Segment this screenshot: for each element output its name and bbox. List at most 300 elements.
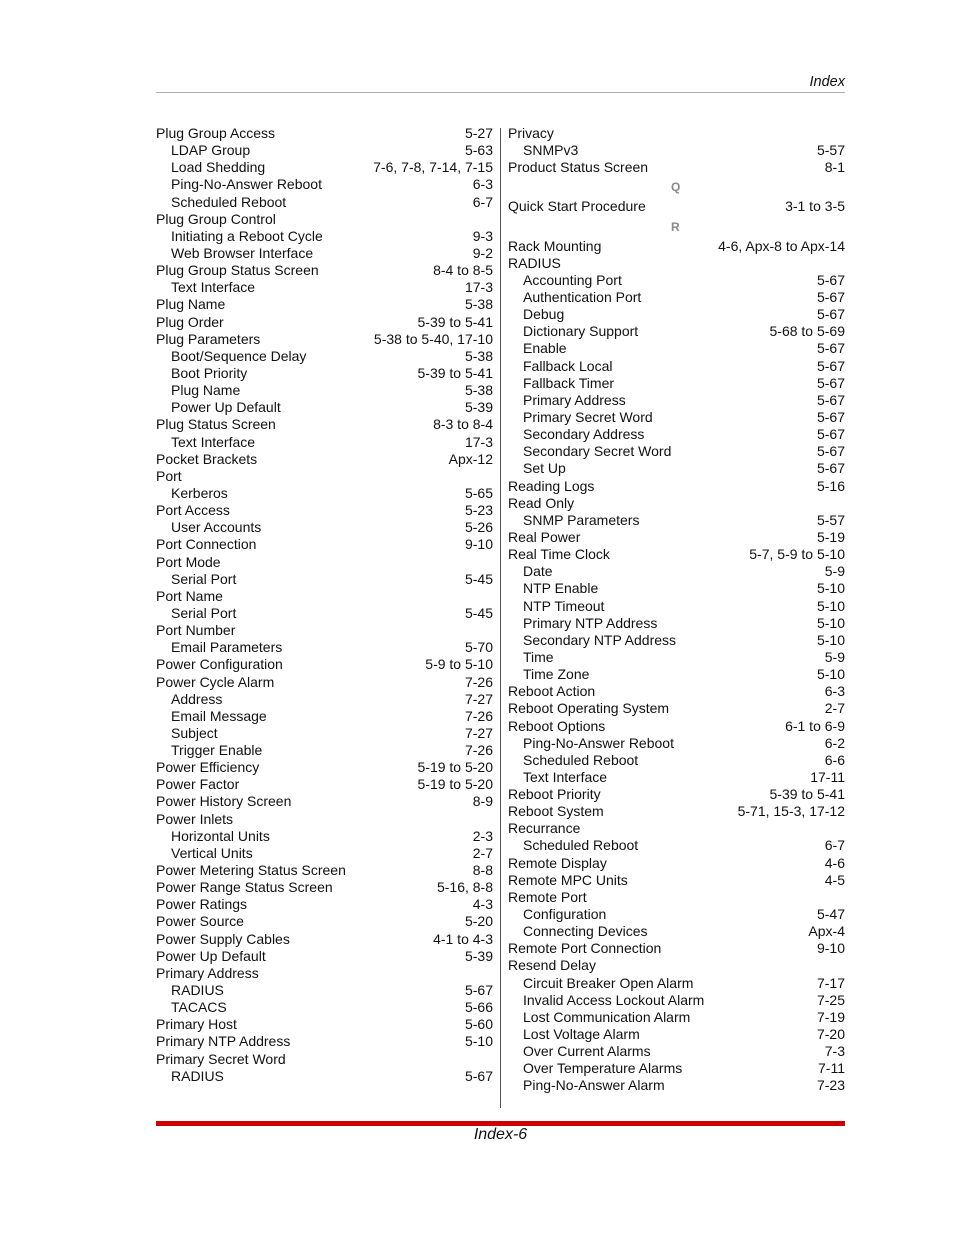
- index-term: Remote Port Connection: [508, 940, 662, 957]
- index-page-ref: 5-10: [816, 580, 845, 597]
- index-entry: [156, 1033, 493, 1050]
- index-page-ref: 7-11: [818, 1060, 845, 1077]
- header-rule: [156, 92, 845, 93]
- index-term: Plug Parameters: [156, 330, 261, 347]
- index-term: Dictionary Support: [523, 323, 639, 340]
- index-page-ref: 5-68 to 5-69: [769, 323, 845, 340]
- index-term: Plug Status Screen: [156, 416, 276, 433]
- index-subentry: [508, 460, 845, 477]
- index-subentry: [156, 399, 493, 416]
- index-page-ref: 3-1 to 3-5: [785, 198, 845, 215]
- index-term: Remote Port: [508, 888, 587, 905]
- index-page-ref: 5-9: [824, 563, 845, 580]
- index-term: Reboot Action: [508, 683, 596, 700]
- index-term: Reading Logs: [508, 477, 595, 494]
- index-entry: [156, 211, 493, 228]
- index-term: SNMPv3: [523, 142, 579, 159]
- index-term: Fallback Timer: [523, 374, 615, 391]
- index-page-ref: 9-10: [816, 940, 845, 957]
- index-entry: [508, 238, 845, 255]
- index-subentry: [156, 485, 493, 502]
- index-subentry: [156, 159, 493, 176]
- index-page-ref: 7-26: [464, 673, 493, 690]
- index-term: Secondary Secret Word: [523, 443, 672, 460]
- index-page-ref: 17-3: [464, 279, 493, 296]
- index-subentry: [508, 443, 845, 460]
- index-page-ref: 9-2: [472, 244, 493, 261]
- index-term: Remote MPC Units: [508, 871, 628, 888]
- index-page-ref: 5-20: [464, 913, 493, 930]
- index-subentry: [508, 409, 845, 426]
- index-term: Email Parameters: [171, 639, 283, 656]
- index-entry: [508, 803, 845, 820]
- index-term: Reboot Priority: [508, 786, 601, 803]
- index-subentry: [156, 571, 493, 588]
- index-term: Boot Priority: [171, 364, 248, 381]
- index-term: Pocket Brackets: [156, 450, 258, 467]
- index-page-ref: 9-3: [472, 227, 493, 244]
- index-term: Authentication Port: [523, 288, 642, 305]
- page-number: Index-6: [473, 1126, 528, 1143]
- index-subentry: [156, 1068, 493, 1085]
- index-term: NTP Timeout: [523, 597, 605, 614]
- index-subentry: [508, 392, 845, 409]
- index-entry: [508, 940, 845, 957]
- index-term: Reboot Operating System: [508, 700, 670, 717]
- index-entry: [156, 759, 493, 776]
- index-entry: [508, 820, 845, 837]
- index-term: Initiating a Reboot Cycle: [171, 227, 323, 244]
- index-entry: [508, 125, 845, 142]
- index-subentry: [508, 358, 845, 375]
- index-entry: [156, 314, 493, 331]
- page-header-title: Index: [809, 74, 845, 90]
- index-entry: [508, 957, 845, 974]
- index-subentry: [508, 563, 845, 580]
- index-term: Port Access: [156, 502, 230, 519]
- index-entry: [508, 546, 845, 563]
- index-term: Boot/Sequence Delay: [171, 347, 307, 364]
- index-term: Text Interface: [523, 768, 608, 785]
- index-term: Real Power: [508, 528, 581, 545]
- index-page-ref: 5-9 to 5-10: [425, 656, 493, 673]
- index-subentry: [508, 615, 845, 632]
- index-term: Primary Secret Word: [156, 1050, 286, 1067]
- index-entry: [156, 262, 493, 279]
- index-subentry: [508, 906, 845, 923]
- index-entry: [508, 718, 845, 735]
- index-page-ref: 5-47: [816, 906, 845, 923]
- index-subentry: [508, 306, 845, 323]
- index-term: Resend Delay: [508, 957, 596, 974]
- index-term: Trigger Enable: [171, 742, 263, 759]
- index-term: Reboot Options: [508, 717, 606, 734]
- index-term: Port Connection: [156, 536, 257, 553]
- index-entry: [508, 872, 845, 889]
- index-page-ref: 4-6: [824, 854, 845, 871]
- index-page-ref: 8-8: [472, 862, 493, 879]
- index-term: Scheduled Reboot: [523, 837, 639, 854]
- index-term: Plug Order: [156, 313, 224, 330]
- index-page-ref: 5-57: [816, 142, 845, 159]
- index-page-ref: 4-5: [824, 871, 845, 888]
- index-entry: [156, 1016, 493, 1033]
- index-subentry: [508, 752, 845, 769]
- index-subentry: [156, 519, 493, 536]
- index-page-ref: 5-67: [816, 340, 845, 357]
- index-term: Address: [171, 690, 223, 707]
- index-term: Debug: [523, 306, 565, 323]
- index-term: Web Browser Interface: [171, 244, 314, 261]
- index-entry: [508, 198, 845, 215]
- index-term: Ping-No-Answer Reboot: [171, 176, 322, 193]
- index-term: Subject: [171, 724, 218, 741]
- index-subentry: [156, 999, 493, 1016]
- index-page-ref: 5-38: [464, 382, 493, 399]
- index-page-ref: 5-63: [464, 142, 493, 159]
- index-term: Power Source: [156, 913, 244, 930]
- index-entry: [508, 855, 845, 872]
- index-term: Email Message: [171, 707, 267, 724]
- index-term: Horizontal Units: [171, 827, 270, 844]
- index-term: Date: [523, 563, 553, 580]
- index-entry: [508, 889, 845, 906]
- index-subentry: [508, 1077, 845, 1094]
- index-entry: [508, 478, 845, 495]
- index-entry: [156, 896, 493, 913]
- index-page-ref: 8-3 to 8-4: [433, 416, 493, 433]
- index-entry: [508, 159, 845, 176]
- index-page-ref: 5-67: [464, 1067, 493, 1084]
- index-term: Quick Start Procedure: [508, 198, 646, 215]
- index-term: Serial Port: [171, 570, 237, 587]
- index-entry: [508, 786, 845, 803]
- index-term: Power Cycle Alarm: [156, 673, 275, 690]
- index-entry: [156, 502, 493, 519]
- index-page-ref: 5-39 to 5-41: [769, 786, 845, 803]
- index-page-ref: 5-65: [464, 484, 493, 501]
- index-page-ref: 5-60: [464, 1016, 493, 1033]
- section-letter: R: [671, 219, 680, 234]
- index-page-ref: 5-67: [816, 391, 845, 408]
- index-page-ref: 5-10: [816, 631, 845, 648]
- index-term: Set Up: [523, 460, 566, 477]
- index-page-ref: 5-10: [816, 597, 845, 614]
- index-page-ref: 5-67: [816, 271, 845, 288]
- index-page-ref: 2-3: [472, 827, 493, 844]
- index-page-ref: 7-25: [816, 991, 845, 1008]
- index-term: Primary NTP Address: [156, 1033, 291, 1050]
- index-page-ref: 5-39: [464, 947, 493, 964]
- index-term: Real Time Clock: [508, 546, 610, 563]
- index-term: Privacy: [508, 125, 554, 141]
- index-subentry: [508, 1060, 845, 1077]
- index-term: Primary Address: [523, 391, 626, 408]
- index-entry: [156, 656, 493, 673]
- index-page-ref: 8-4 to 8-5: [433, 262, 493, 279]
- index-entry: [156, 468, 493, 485]
- index-column-right: [508, 125, 845, 1095]
- index-term: Power Ratings: [156, 896, 248, 913]
- index-page-ref: 5-38: [464, 296, 493, 313]
- index-subentry: [156, 982, 493, 999]
- index-term: Vertical Units: [171, 844, 253, 861]
- index-term: RADIUS: [508, 254, 561, 271]
- index-page-ref: 5-67: [816, 288, 845, 305]
- index-page-ref: 5-7, 5-9 to 5-10: [749, 546, 845, 563]
- index-entry: [156, 588, 493, 605]
- index-page-ref: 5-45: [464, 570, 493, 587]
- index-term: Load Shedding: [171, 159, 266, 176]
- index-entry: [156, 1051, 493, 1068]
- index-subentry: [156, 639, 493, 656]
- index-subentry: [508, 426, 845, 443]
- index-term: Invalid Access Lockout Alarm: [523, 991, 705, 1008]
- index-term: Primary Secret Word: [523, 408, 653, 425]
- index-subentry: [156, 742, 493, 759]
- index-page-ref: 5-39 to 5-41: [417, 364, 493, 381]
- index-page-ref: 7-17: [816, 974, 845, 991]
- index-page-ref: Apx-12: [448, 450, 493, 467]
- index-subentry: [156, 605, 493, 622]
- index-subentry: [508, 512, 845, 529]
- index-page-ref: 5-16: [816, 477, 845, 494]
- index-subentry: [508, 323, 845, 340]
- index-term: Primary Address: [156, 964, 259, 981]
- index-subentry: [508, 992, 845, 1009]
- index-entry: [156, 296, 493, 313]
- index-page-ref: 7-19: [816, 1008, 845, 1025]
- index-subentry: [156, 434, 493, 451]
- index-entry: [156, 451, 493, 468]
- index-page-ref: 5-57: [816, 511, 845, 528]
- index-term: Recurrance: [508, 820, 581, 837]
- index-subentry: [156, 348, 493, 365]
- index-page-ref: 7-3: [824, 1043, 845, 1060]
- index-page-ref: 5-27: [464, 125, 493, 141]
- index-page-ref: 6-6: [824, 751, 845, 768]
- index-term: Time Zone: [523, 666, 590, 683]
- index-term: Power Factor: [156, 776, 240, 793]
- index-entry: [156, 948, 493, 965]
- index-subentry: [156, 691, 493, 708]
- index-term: Ping-No-Answer Alarm: [523, 1077, 665, 1094]
- index-page-ref: 5-38 to 5-40, 17-10: [373, 330, 493, 347]
- index-page-ref: 7-20: [816, 1026, 845, 1043]
- index-page-ref: 5-67: [816, 443, 845, 460]
- index-term: Port Mode: [156, 553, 221, 570]
- index-page-ref: 5-67: [816, 460, 845, 477]
- index-page-ref: 4-6, Apx-8 to Apx-14: [718, 237, 845, 254]
- index-page-ref: 5-67: [816, 357, 845, 374]
- index-subentry: [156, 828, 493, 845]
- index-page-ref: 5-67: [816, 374, 845, 391]
- index-term: NTP Enable: [523, 580, 599, 597]
- index-subentry: [156, 365, 493, 382]
- index-subentry: [508, 375, 845, 392]
- section-letter: Q: [671, 180, 681, 195]
- index-page-ref: 5-39: [464, 399, 493, 416]
- index-page-ref: 5-67: [816, 408, 845, 425]
- index-term: Lost Voltage Alarm: [523, 1026, 640, 1043]
- index-subentry: [508, 735, 845, 752]
- index-term: Port Number: [156, 622, 236, 639]
- index-term: Power Inlets: [156, 810, 234, 827]
- index-page-ref: 5-10: [816, 614, 845, 631]
- index-page-ref: 6-1 to 6-9: [785, 717, 845, 734]
- index-term: Power History Screen: [156, 793, 292, 810]
- index-page-ref: 6-7: [472, 193, 493, 210]
- index-term: Secondary NTP Address: [523, 631, 677, 648]
- index-entry: [156, 879, 493, 896]
- index-term: Scheduled Reboot: [523, 751, 639, 768]
- index-term: Plug Name: [156, 296, 226, 313]
- index-page-ref: 5-39 to 5-41: [417, 313, 493, 330]
- index-subentry: [156, 725, 493, 742]
- index-subentry: [156, 142, 493, 159]
- index-subentry: [508, 142, 845, 159]
- index-subentry: [156, 245, 493, 262]
- index-page-ref: 5-26: [464, 519, 493, 536]
- index-term: RADIUS: [171, 1067, 224, 1084]
- index-entry: [156, 331, 493, 348]
- index-term: Text Interface: [171, 279, 256, 296]
- index-subentry: [508, 272, 845, 289]
- index-entry: [508, 700, 845, 717]
- index-term: Over Temperature Alarms: [523, 1060, 683, 1077]
- index-term: Secondary Address: [523, 426, 645, 443]
- index-term: Primary Host: [156, 1016, 237, 1033]
- index-page-ref: 6-3: [472, 176, 493, 193]
- index-page-ref: 5-10: [464, 1033, 493, 1050]
- index-term: Plug Name: [171, 382, 241, 399]
- index-column-left: [156, 125, 493, 1085]
- index-page-ref: 2-7: [824, 700, 845, 717]
- index-page-ref: 5-23: [464, 502, 493, 519]
- index-term: User Accounts: [171, 519, 262, 536]
- index-subentry: [156, 194, 493, 211]
- index-page-ref: 6-2: [824, 734, 845, 751]
- index-entry: [156, 811, 493, 828]
- index-term: Plug Group Control: [156, 210, 276, 227]
- index-page-ref: 6-7: [824, 837, 845, 854]
- index-page-ref: 8-1: [824, 159, 845, 176]
- index-entry: [156, 622, 493, 639]
- index-subentry: [508, 340, 845, 357]
- index-subentry: [508, 1043, 845, 1060]
- index-term: Read Only: [508, 494, 575, 511]
- index-page-ref: 5-67: [816, 426, 845, 443]
- index-entry: [156, 536, 493, 553]
- index-page-ref: Apx-4: [808, 923, 845, 940]
- index-page-ref: 5-19 to 5-20: [417, 759, 493, 776]
- index-term: Configuration: [523, 906, 607, 923]
- index-term: Connecting Devices: [523, 923, 648, 940]
- index-page-ref: 9-10: [464, 536, 493, 553]
- index-entry: [156, 965, 493, 982]
- index-subentry: [508, 289, 845, 306]
- index-term: Lost Communication Alarm: [523, 1008, 691, 1025]
- index-term: Reboot System: [508, 803, 604, 820]
- index-term: LDAP Group: [171, 142, 251, 159]
- index-page-ref: 5-45: [464, 604, 493, 621]
- index-entry: [508, 529, 845, 546]
- index-page-ref: 5-71, 15-3, 17-12: [737, 803, 845, 820]
- index-subentry: [508, 769, 845, 786]
- index-term: Power Configuration: [156, 656, 283, 673]
- index-term: Power Metering Status Screen: [156, 862, 346, 879]
- index-term: Over Current Alarms: [523, 1043, 651, 1060]
- index-term: Product Status Screen: [508, 159, 649, 176]
- index-subentry: [508, 1009, 845, 1026]
- index-page-ref: 2-7: [472, 844, 493, 861]
- index-page-ref: 17-11: [810, 768, 845, 785]
- index-term: Plug Group Access: [156, 125, 276, 141]
- index-entry: [508, 683, 845, 700]
- index-subentry: [508, 580, 845, 597]
- index-subentry: [508, 598, 845, 615]
- index-term: Rack Mounting: [508, 237, 602, 254]
- index-subentry: [156, 382, 493, 399]
- index-subentry: [156, 708, 493, 725]
- index-term: Serial Port: [171, 604, 237, 621]
- index-entry: [156, 776, 493, 793]
- index-term: Power Up Default: [171, 399, 281, 416]
- index-entry: [156, 862, 493, 879]
- index-page-ref: 17-3: [464, 433, 493, 450]
- index-term: Power Range Status Screen: [156, 879, 333, 896]
- index-page-ref: 7-23: [816, 1077, 845, 1094]
- index-term: Ping-No-Answer Reboot: [523, 734, 674, 751]
- index-entry: [156, 416, 493, 433]
- index-page-ref: 5-9: [824, 648, 845, 665]
- column-divider: [500, 128, 501, 1108]
- index-subentry: [156, 228, 493, 245]
- index-term: Text Interface: [171, 433, 256, 450]
- index-page-ref: 5-19 to 5-20: [417, 776, 493, 793]
- index-term: Fallback Local: [523, 357, 613, 374]
- index-entry: [508, 495, 845, 512]
- index-subentry: [508, 837, 845, 854]
- index-page-ref: 5-70: [464, 639, 493, 656]
- index-term: Enable: [523, 340, 567, 357]
- index-subentry: [156, 845, 493, 862]
- index-page-ref: 7-26: [464, 742, 493, 759]
- index-term: TACACS: [171, 999, 227, 1016]
- index-term: RADIUS: [171, 982, 224, 999]
- index-term: Power Up Default: [156, 947, 266, 964]
- index-term: Kerberos: [171, 484, 228, 501]
- index-term: Power Efficiency: [156, 759, 260, 776]
- index-subentry: [508, 632, 845, 649]
- index-entry: [508, 255, 845, 272]
- index-page-ref: 5-16, 8-8: [436, 879, 493, 896]
- index-term: Remote Display: [508, 854, 607, 871]
- index-term: Scheduled Reboot: [171, 193, 287, 210]
- index-term: Time: [523, 648, 554, 665]
- index-subentry: [156, 279, 493, 296]
- index-page-ref: 5-66: [464, 999, 493, 1016]
- index-term: Port Name: [156, 587, 223, 604]
- index-entry: [156, 554, 493, 571]
- index-entry: [156, 674, 493, 691]
- index-term: Power Supply Cables: [156, 930, 290, 947]
- index-term: Plug Group Status Screen: [156, 262, 319, 279]
- index-entry: [156, 125, 493, 142]
- index-page-ref: 4-3: [472, 896, 493, 913]
- index-entry: [156, 931, 493, 948]
- index-subentry: [508, 975, 845, 992]
